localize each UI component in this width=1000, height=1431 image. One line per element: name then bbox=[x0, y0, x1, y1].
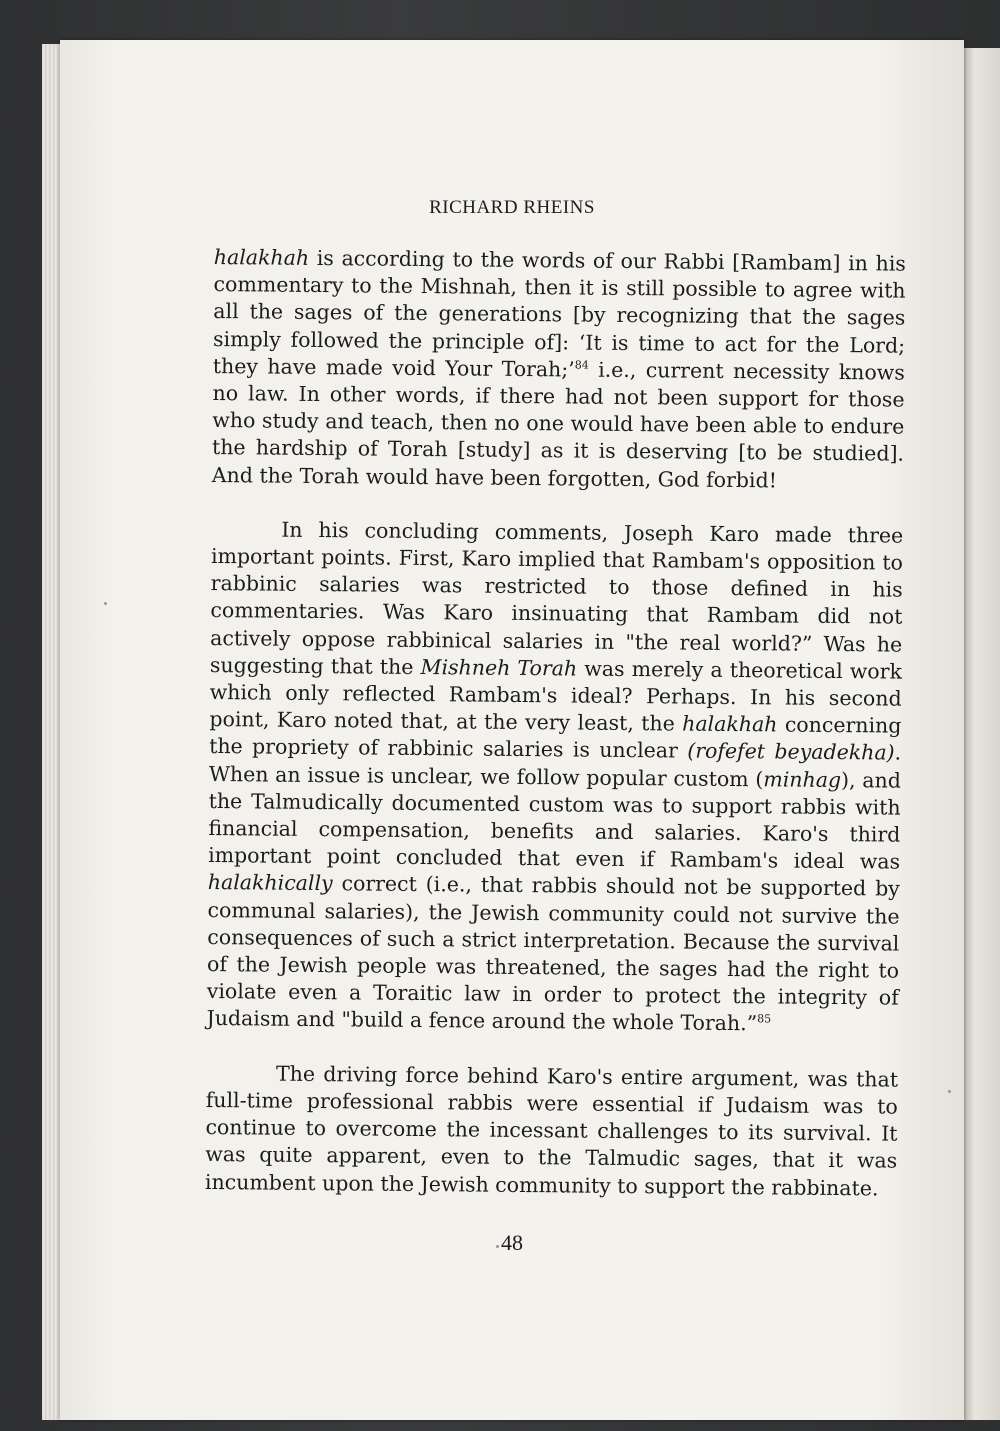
speck-mark bbox=[104, 602, 107, 605]
italic-term: (rofefet beyadekha) bbox=[687, 739, 895, 766]
italic-term: Mishneh Torah bbox=[420, 654, 578, 681]
text-run: was merely a theoretical work which only reflected Rambam's ideal? Perhaps. In his second point, Karo noted that, at the very least, the bbox=[209, 656, 903, 736]
text-run: In his concluding comments, Joseph Karo made three important points. First, Karo implied that Rambam's opposition to rabbinic salaries was restricted to those defined in his commentaries. Was Karo insinuating that Rambam did not actively oppose rabbinical salaries in "the real world?” Was he suggesting that the bbox=[209, 517, 904, 679]
text-run: The driving force behind Karo's entire argument, was that full-time professional rabbis were essential if Judaism was to continue to overcome the incessant challenges to its survival. It was quite apparent, even to the Talmudic sages, that it was incumbent upon the Jewish community to support the rabbinate. bbox=[204, 1061, 899, 1200]
footnote-ref: 84 bbox=[574, 358, 589, 372]
running-head: RICHARD RHEINS bbox=[429, 197, 595, 218]
paragraph-3 bbox=[205, 1060, 898, 1203]
text-run: ), and the Talmudically documented custom was to support rabbis with financial compensation, benefits and salaries. Karo's third important point concluded that even if Rambam's ideal was bbox=[208, 767, 902, 874]
page-number: 48 bbox=[501, 1230, 523, 1255]
italic-term: halakhically bbox=[207, 870, 333, 896]
text-run: i.e., current necessity knows no law. In other words, if there had not been support for those who study and teach, then no one would have been able to endure the hardship of Torah [study] as it is deserving [to be studied]. And the Torah would have been forgotten, God forbid! bbox=[211, 357, 905, 493]
speck-mark bbox=[496, 1245, 499, 1248]
text-run: is according to the words of our Rabbi [Rambam] in his commentary to the Mishnah, then it is still possible to agree with all the sages of the generations [by recognizing that the sages simply followed the principle of]: ‘It is time to act for the Lord; they have made void Your Torah;’ bbox=[212, 245, 906, 382]
footnote-ref: 85 bbox=[757, 1012, 772, 1026]
text-run: concerning the propriety of rabbinic salaries is unclear bbox=[209, 712, 902, 764]
paragraph-2 bbox=[206, 516, 903, 1039]
text-run: . When an issue is unclear, we follow popular custom ( bbox=[208, 741, 902, 791]
facing-page-edge bbox=[964, 48, 1000, 1420]
body-text bbox=[205, 244, 906, 1229]
italic-term: halakhah bbox=[682, 711, 778, 737]
paragraph-1 bbox=[212, 244, 906, 495]
book-page bbox=[60, 40, 964, 1420]
italic-term: halakhah bbox=[213, 244, 310, 270]
italic-term: minhag bbox=[763, 766, 842, 792]
text-run: correct (i.e., that rabbis should not be supported by communal salaries), the Jewish community could not survive the consequences of such a strict interpretation. Because the survival of the Jewish people was threatened, the sages had the right to violate even a Toraitic law in order to protect the integrity of Judaism and "build a fence around the whole Torah.” bbox=[206, 871, 900, 1036]
speck-mark bbox=[948, 1090, 951, 1093]
